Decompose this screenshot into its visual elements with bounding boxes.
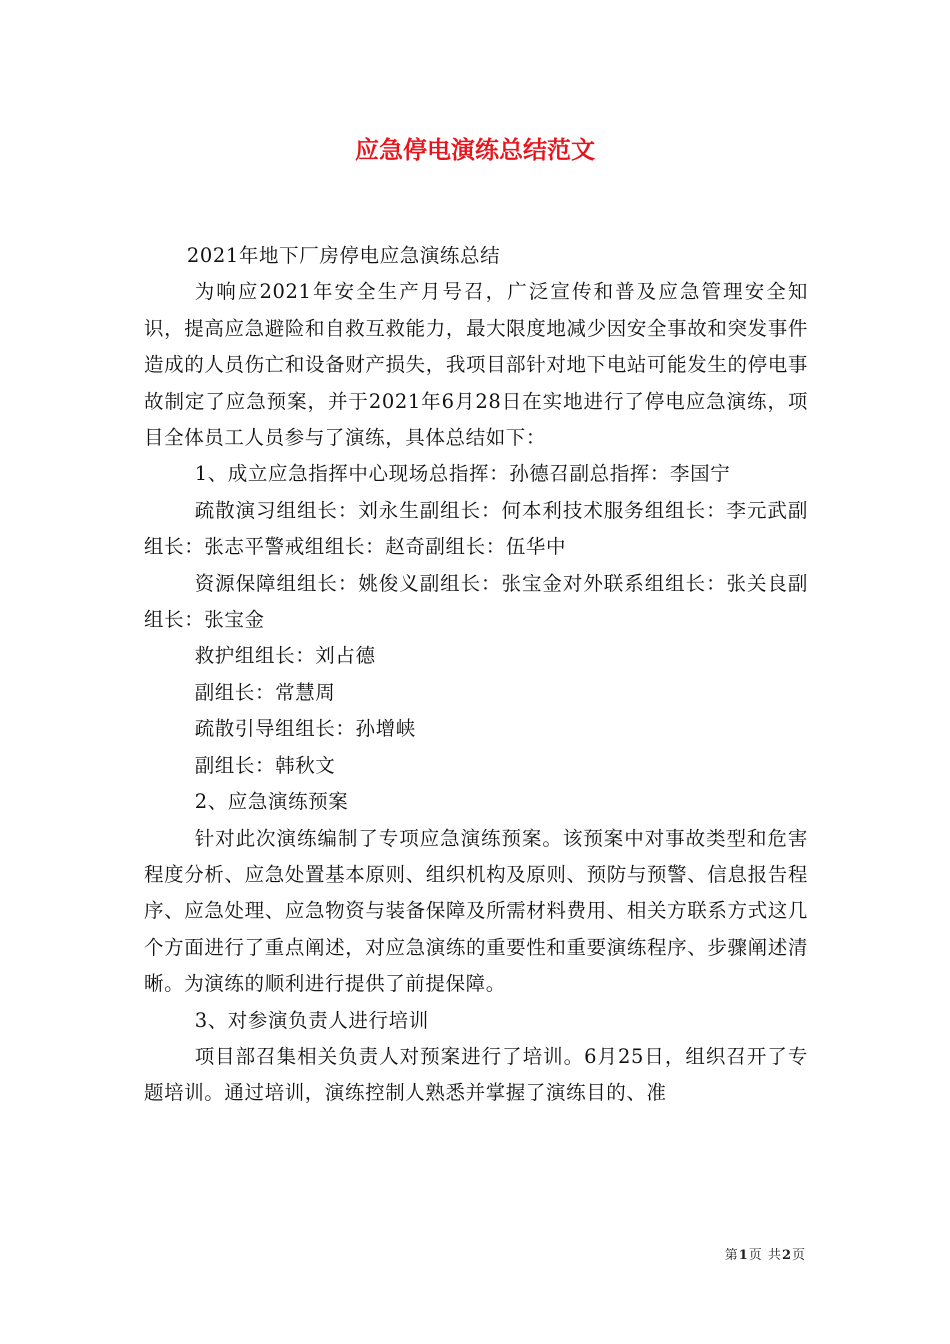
footer-total-pages: 2 [781,1248,792,1263]
document-subtitle: 2021年地下厂房停电应急演练总结 [186,244,501,267]
paragraph-training-description: 项目部召集相关负责人对预案进行了培训。6月25日，组织召开了专题培训。通过培训，演练控制人熟悉并掌握了演练目的、准 [144,1044,808,1105]
paragraph-section-1-heading: 1、成立应急指挥中心现场总指挥：孙德召副总指挥：李国宁 [194,462,731,486]
paragraph-plan-description: 针对此次演练编制了专项应急演练预案。该预案中对事故类型和危害程度分析、应急处置基本原则、组织机构及原则、预防与预警、信息报告程序、应急处理、应急物资与装备保障及所需材料费用、相关方联系方式这几个方面进行了重点阐述，对应急演练的重要性和重要演练程序、步骤阐述清晰。为演练的顺利进行提供了前提保障。 [144,826,808,996]
paragraph-guide-leader: 疏散引导组组长：孙增峡 [194,717,416,741]
footer-prefix: 第 [724,1248,739,1263]
paragraph-evacuation-groups: 疏散演习组组长：刘永生副组长：何本利技术服务组组长：李元武副组长：张志平警戒组组长：赵奇副组长：伍华中 [144,498,808,559]
paragraph-resource-groups: 资源保障组组长：姚俊义副组长：张宝金对外联系组组长：张关良副组长：张宝金 [144,571,808,632]
footer-middle: 页 共 [748,1248,782,1263]
paragraph-guide-deputy: 副组长：韩秋文 [194,753,336,777]
paragraph-section-2-heading: 2、应急演练预案 [194,790,349,814]
document-body [144,238,808,1112]
paragraph-rescue-deputy: 副组长：常慧周 [194,680,336,704]
paragraph-rescue-leader: 救护组组长：刘占德 [194,644,376,668]
footer-suffix: 页 [791,1248,806,1263]
paragraph-intro: 为响应2021年安全生产月号召，广泛宣传和普及应急管理安全知识，提高应急避险和自救互救能力，最大限度地减少因安全事故和突发事件造成的人员伤亡和设备财产损失，我项目部针对地下电站可能发生的停电事故制定了应急预案，并于2021年6月28日在实地进行了停电应急演练，项目全体员工人员参与了演练，具体总结如下： [144,280,808,450]
document-title: 应急停电演练总结范文 [355,135,595,164]
page-number-footer [725,1246,806,1266]
paragraph-section-3-heading: 3、对参演负责人进行培训 [194,1008,429,1032]
footer-current-page: 1 [738,1248,749,1263]
